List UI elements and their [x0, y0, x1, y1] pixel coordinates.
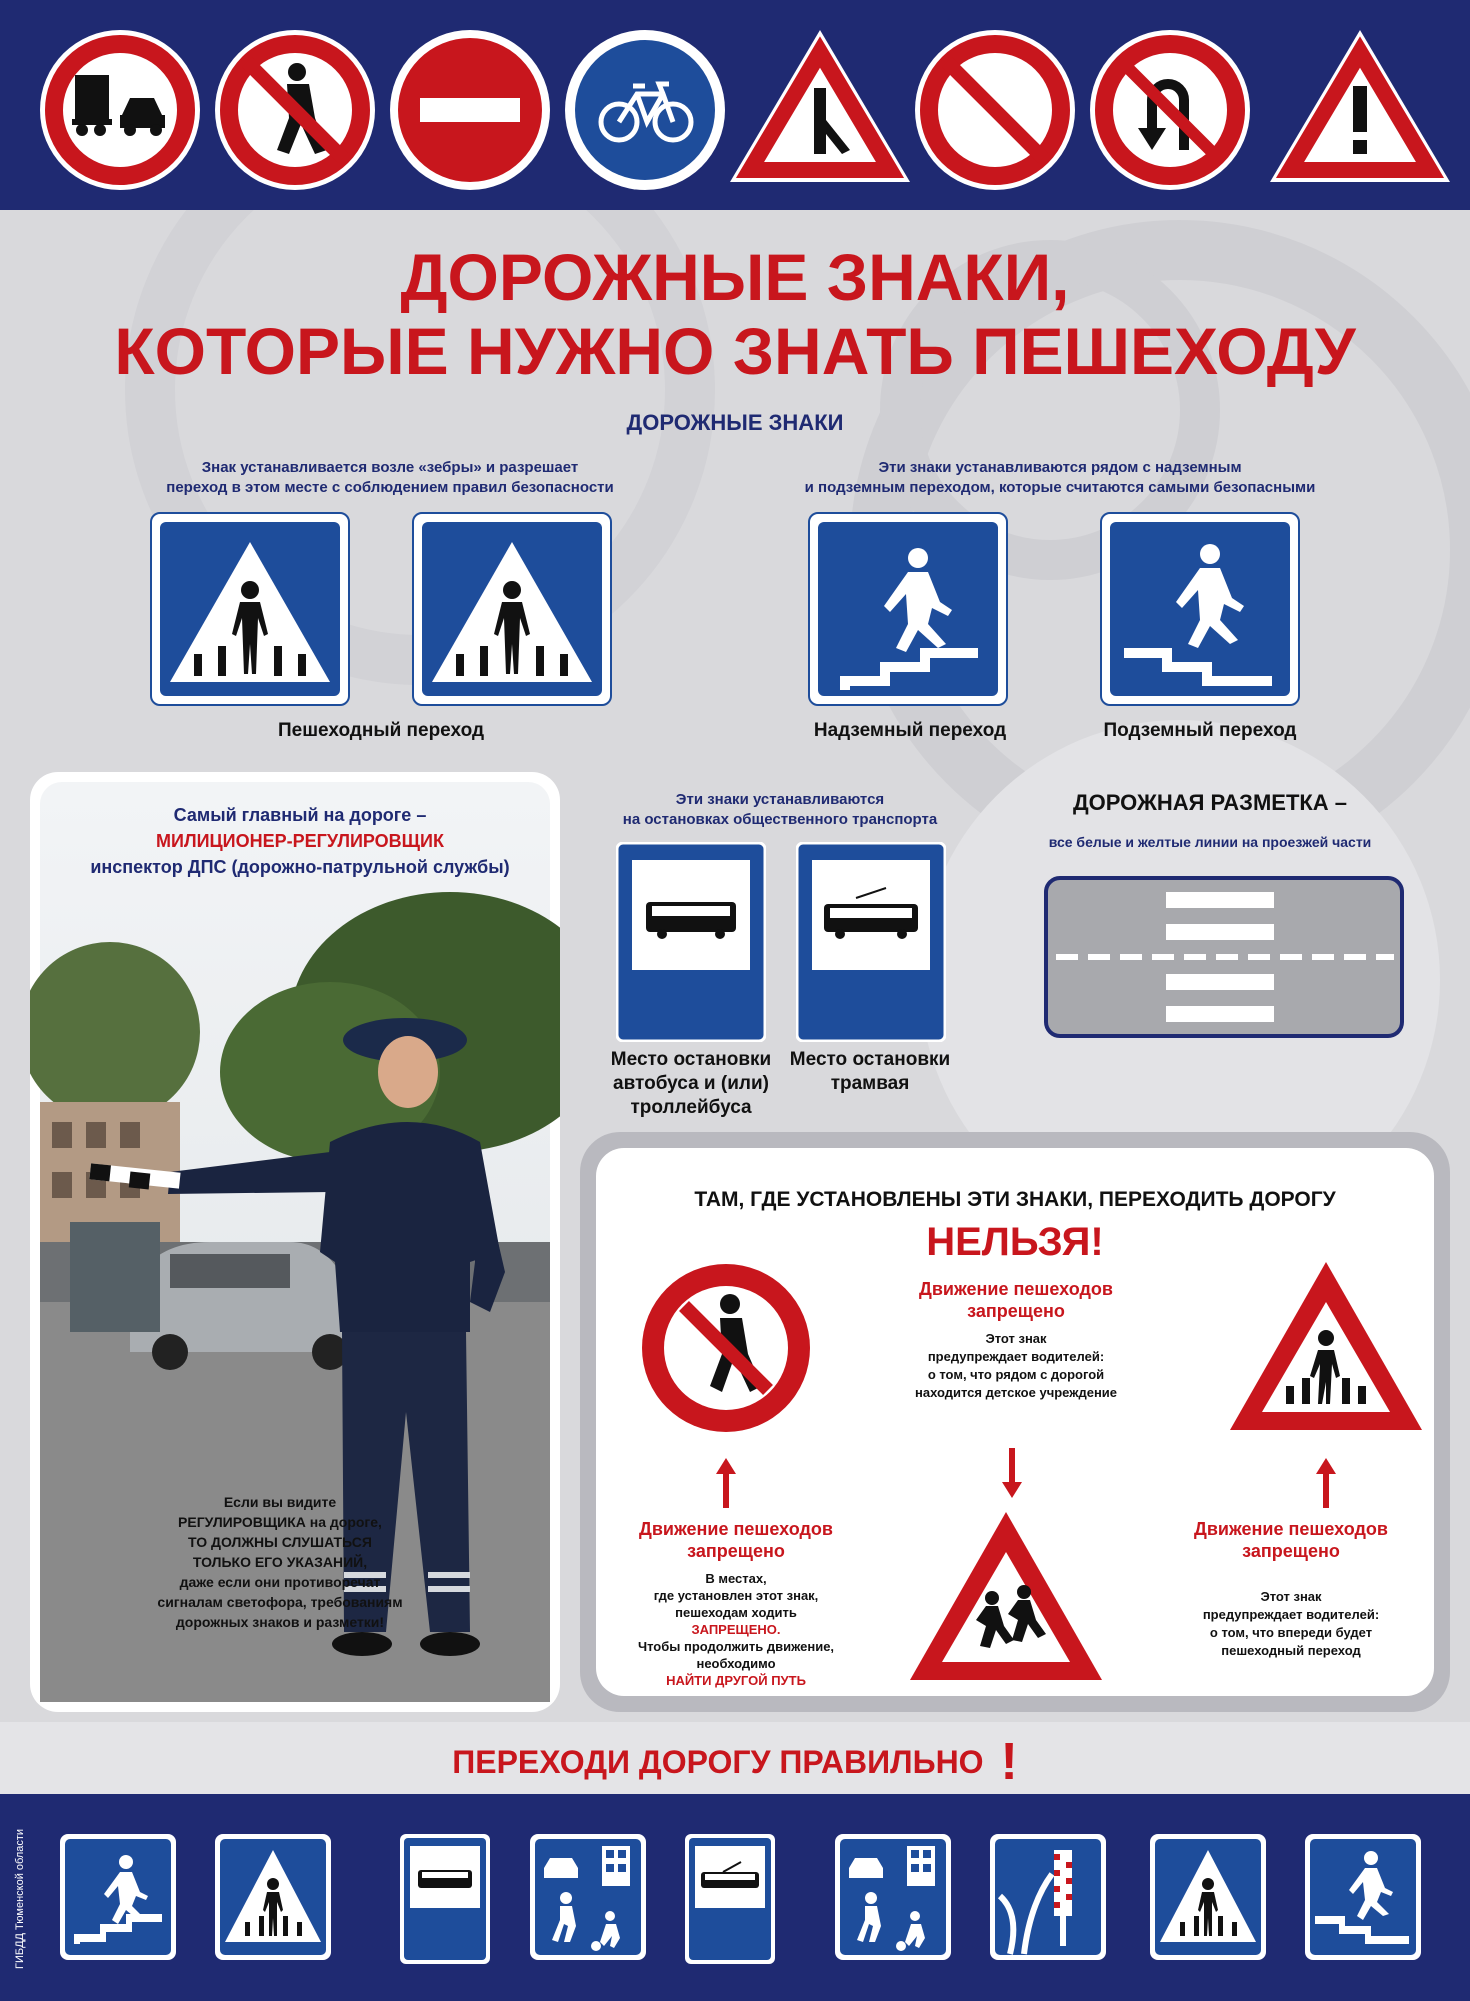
- mid-title-line: запрещено: [967, 1301, 1065, 1321]
- road-marking-diagram: [1044, 876, 1404, 1038]
- right-text-line: о том, что впереди будет: [1209, 1625, 1373, 1640]
- left-text-line: Чтобы продолжить движение,: [637, 1639, 835, 1654]
- pedestrian-crossing-warning-sign: [1226, 1258, 1426, 1438]
- right-text-line: пешеходный переход: [1221, 1643, 1361, 1658]
- page-title: [0, 240, 1470, 388]
- officer-note-line: дорожных знаков и разметки!: [175, 1614, 385, 1630]
- officer-note-line: Если вы видите: [223, 1494, 337, 1510]
- slogan-text: ПЕРЕХОДИ ДОРОГУ ПРАВИЛЬНО: [452, 1744, 984, 1780]
- mid-title: [836, 1278, 1196, 1322]
- no-stopping-icon: [915, 30, 1075, 190]
- danger-warning-icon: [1270, 30, 1450, 182]
- slogan: [0, 1732, 1470, 1792]
- title-line-2: КОТОРЫЕ НУЖНО ЗНАТЬ ПЕШЕХОДУ: [114, 314, 1356, 388]
- children-zone-icon: [835, 1834, 951, 1960]
- right-title-line: запрещено: [1242, 1541, 1340, 1561]
- marking-sub: все белые и желтые линии на проезжей части: [1048, 834, 1372, 850]
- officer-line-1: Самый главный на дороге –: [173, 805, 427, 825]
- bottom-signs: [0, 1794, 1470, 2001]
- bottom-sign-band: [0, 1794, 1470, 2001]
- tram-stop-sign: [796, 842, 946, 1042]
- top-signs: [0, 0, 1470, 210]
- pedestrian-crossing-icon: [414, 514, 610, 704]
- overpass-note: [740, 458, 1380, 498]
- overpass-note-line: Эти знаки устанавливаются рядом с надземным: [878, 459, 1242, 476]
- slogan-exclamation: !: [1000, 1733, 1018, 1791]
- underpass-icon: [1102, 514, 1298, 704]
- officer-note-line: сигналам светофора, требованиям: [157, 1594, 403, 1610]
- no-u-turn-icon: [1090, 30, 1250, 190]
- officer-photo-card: [30, 772, 560, 1712]
- no-pedestrians-sign: [636, 1258, 816, 1438]
- tram-stop-caption: [770, 1048, 970, 1096]
- pedestrian-crossing-icon: [152, 514, 348, 704]
- mid-text-line: находится детское учреждение: [914, 1385, 1118, 1400]
- bicycle-path-icon: [565, 30, 725, 190]
- left-text-red: НАЙТИ ДРУГОЙ ПУТЬ: [666, 1673, 806, 1688]
- bus-caption-line: троллейбуса: [630, 1097, 752, 1118]
- forbidden-panel: [580, 1132, 1450, 1712]
- no-pedestrians-icon: [215, 30, 375, 190]
- underpass-caption: Подземный переход: [1103, 720, 1297, 741]
- mid-text: [836, 1330, 1196, 1402]
- bus-stop-caption: [586, 1048, 796, 1120]
- left-text-line: пешеходам ходить: [675, 1605, 797, 1620]
- arrow-up-icon: [1316, 1458, 1336, 1508]
- overpass-sign: [808, 512, 1008, 706]
- right-text-line: Этот знак: [1260, 1589, 1322, 1604]
- right-text: [1156, 1588, 1426, 1660]
- road-junction-warning-icon: [730, 30, 910, 182]
- crossing-caption: Пешеходный переход: [277, 720, 485, 741]
- right-title-line: Движение пешеходов: [1194, 1519, 1388, 1539]
- underpass-sign: [1100, 512, 1300, 706]
- left-text-line: необходимо: [696, 1656, 776, 1671]
- overpass-note-line: и подземным переходом, которые считаются самыми безопасными: [804, 479, 1316, 496]
- bus-caption-line: автобуса и (или): [613, 1073, 769, 1094]
- zebra-note: [120, 458, 660, 498]
- mid-text-line: Этот знак: [985, 1331, 1047, 1346]
- stops-note-line: на остановках общественного транспорта: [622, 811, 938, 828]
- forbidden-heading: ТАМ, ГДЕ УСТАНОВЛЕНЫ ЭТИ ЗНАКИ, ПЕРЕХОДИТЬ ДОРОГУ: [694, 1188, 1336, 1211]
- tram-stop-icon: [685, 1834, 775, 1964]
- left-title-line: Движение пешеходов: [639, 1519, 833, 1539]
- officer-note-line: ТОЛЬКО ЕГО УКАЗАНИЙ,: [192, 1554, 368, 1570]
- mid-text-line: о том, что рядом с дорогой: [927, 1367, 1105, 1382]
- left-title: [606, 1518, 866, 1562]
- tram-caption-line: Место остановки: [789, 1049, 951, 1070]
- no-overtaking-trucks-icon: [40, 30, 200, 190]
- forbidden-panel-inner: [596, 1148, 1434, 1696]
- top-sign-band: [0, 0, 1470, 210]
- side-label: ГИБДД Тюменской области: [14, 1828, 26, 1970]
- officer-note-line: РЕГУЛИРОВЩИКА на дороге,: [178, 1514, 382, 1530]
- road-fork-icon: [990, 1834, 1106, 1960]
- mid-text-line: предупреждает водителей:: [927, 1349, 1105, 1364]
- bus-stop-icon: [400, 1834, 490, 1964]
- crossing-sign-1: [150, 512, 350, 706]
- officer-note-line: даже если они противоречат: [179, 1574, 381, 1590]
- stops-note: [580, 790, 980, 830]
- left-title-line: запрещено: [687, 1541, 785, 1561]
- overpass-icon: [60, 1834, 176, 1960]
- officer-note: [120, 1492, 440, 1632]
- bus-stop-sign: [616, 842, 766, 1042]
- forbidden-nelzya: НЕЛЬЗЯ!: [926, 1220, 1104, 1264]
- stops-note-line: Эти знаки устанавливаются: [675, 791, 885, 808]
- section-heading: ДОРОЖНЫЕ ЗНАКИ: [626, 410, 844, 435]
- underpass-icon: [1305, 1834, 1421, 1960]
- right-title: [1156, 1518, 1426, 1562]
- right-text-line: предупреждает водителей:: [1202, 1607, 1380, 1622]
- zebra-note-line: Знак устанавливается возле «зебры» и разрешает: [201, 459, 579, 476]
- left-text-line: где установлен этот знак,: [653, 1588, 819, 1603]
- arrow-up-icon: [716, 1458, 736, 1508]
- overpass-icon: [810, 514, 1006, 704]
- bus-caption-line: Место остановки: [610, 1049, 772, 1070]
- tram-caption-line: трамвая: [830, 1073, 910, 1094]
- officer-line-3: инспектор ДПС (дорожно-патрульной службы): [90, 857, 510, 877]
- pedestrian-crossing-icon: [1150, 1834, 1266, 1960]
- officer-line-2: МИЛИЦИОНЕР-РЕГУЛИРОВЩИК: [156, 831, 444, 851]
- left-text: [606, 1570, 866, 1689]
- pedestrian-crossing-icon: [215, 1834, 331, 1960]
- no-entry-icon: [390, 30, 550, 190]
- left-text-line: В местах,: [705, 1571, 767, 1586]
- marking-heading: ДОРОЖНАЯ РАЗМЕТКА –: [1072, 790, 1348, 815]
- crossing-sign-2: [412, 512, 612, 706]
- overpass-caption: Надземный переход: [813, 720, 1007, 741]
- officer-intro: [60, 802, 540, 880]
- mid-title-line: Движение пешеходов: [919, 1279, 1113, 1299]
- officer-note-line: ТО ДОЛЖНЫ СЛУШАТЬСЯ: [188, 1534, 372, 1550]
- zebra-note-line: переход в этом месте с соблюдением правил безопасности: [166, 479, 614, 496]
- children-warning-sign: [906, 1508, 1106, 1688]
- title-line-1: ДОРОЖНЫЕ ЗНАКИ,: [400, 240, 1070, 314]
- arrow-down-icon: [1002, 1448, 1022, 1498]
- children-zone-icon: [530, 1834, 646, 1960]
- left-text-red: ЗАПРЕЩЕНО.: [691, 1622, 781, 1637]
